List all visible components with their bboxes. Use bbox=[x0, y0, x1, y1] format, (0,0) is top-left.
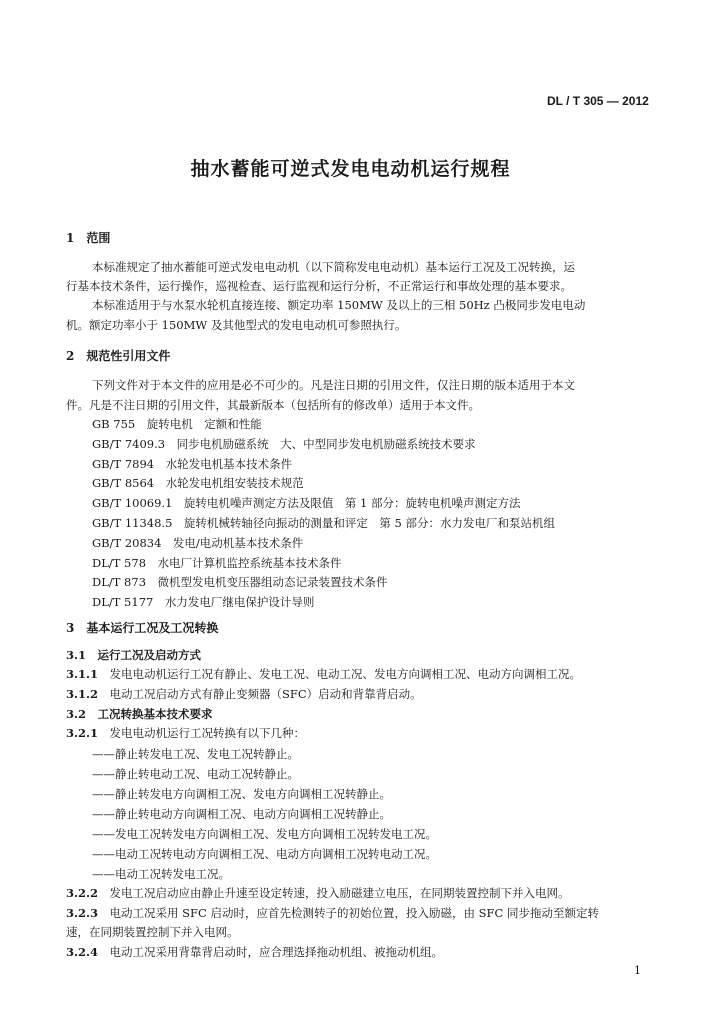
subsection-title: 工况转换基本技术要求 bbox=[97, 707, 213, 721]
section-title: 规范性引用文件 bbox=[86, 349, 171, 363]
clause-number: 3.2.3 bbox=[66, 906, 99, 920]
dash-item: ——发电工况转发电方向调相工况、发电方向调相工况转发电工况。 bbox=[92, 827, 437, 841]
reference-item: GB/T 7409.3 同步电机励磁系统 大、中型同步发电机励磁系统技术要求 bbox=[92, 436, 476, 451]
section-number: 3 bbox=[66, 621, 75, 635]
clause-number: 3.2.1 bbox=[66, 726, 99, 740]
clause-3-1-1 bbox=[66, 666, 581, 682]
dash-item: ——电动工况转发电工况。 bbox=[92, 867, 230, 881]
reference-item: GB 755 旋转电机 定额和性能 bbox=[92, 417, 262, 431]
section-number: 2 bbox=[66, 349, 75, 363]
reference-item: GB/T 8564 水轮发电机组安装技术规范 bbox=[92, 476, 304, 491]
dash-item: ——静止转电动方向调相工况、电动方向调相工况转静止。 bbox=[92, 807, 391, 821]
clause-number: 3.1.1 bbox=[66, 667, 99, 681]
dash-list bbox=[92, 744, 437, 884]
subsection-3-1-heading bbox=[66, 647, 201, 663]
clause-text: 电动工况采用 SFC 启动时，应首先检测转子的初始位置，投入励磁，由 SFC 同步拖动至额定转 bbox=[109, 906, 599, 920]
page-number: 1 bbox=[634, 964, 641, 977]
paragraph-line: 行基本技术条件，运行操作，巡视检查、运行监视和运行分析，不正常运行和事故处理的基本要求。 bbox=[66, 279, 572, 293]
clause-3-2-2 bbox=[66, 885, 570, 901]
clause-3-2-1 bbox=[66, 725, 305, 741]
subsection-number: 3.1 bbox=[66, 648, 87, 662]
clause-3-2-3 bbox=[66, 905, 599, 921]
section-title: 基本运行工况及工况转换 bbox=[86, 621, 219, 635]
paragraph-line: 下列文件对于本文件的应用是必不可少的。凡是注日期的引用文件，仅注日期的版本适用于本文 bbox=[92, 378, 575, 392]
reference-item: DL/T 5177 水力发电厂继电保护设计导则 bbox=[92, 595, 315, 610]
clause-3-1-2 bbox=[66, 686, 422, 702]
section-2-heading bbox=[66, 347, 170, 364]
reference-item: DL/T 578 水电厂计算机监控系统基本技术条件 bbox=[92, 555, 342, 570]
clause-text: 发电电动机运行工况有静止、发电工况、电动工况、发电方向调相工况、电动方向调相工况。 bbox=[109, 667, 582, 681]
reference-item: DL/T 873 微机型发电机变压器组动态记录装置技术条件 bbox=[92, 575, 388, 590]
subsection-number: 3.2 bbox=[66, 707, 87, 721]
reference-item: GB/T 20834 发电/电动机基本技术条件 bbox=[92, 535, 304, 550]
clause-text: 电动工况启动方式有静止变频器（SFC）启动和背靠背启动。 bbox=[109, 687, 422, 701]
clause-3-2-4 bbox=[66, 944, 443, 960]
dash-item: ——静止转发电方向调相工况、发电方向调相工况转静止。 bbox=[92, 787, 391, 801]
dash-item: ——电动工况转电动方向调相工况、电动方向调相工况转电动工况。 bbox=[92, 847, 437, 861]
paragraph-line: 本标准规定了抽水蓄能可逆式发电电动机（以下简称发电电动机）基本运行工况及工况转换，运 bbox=[92, 260, 575, 274]
reference-list bbox=[92, 415, 555, 613]
clause-number: 3.2.2 bbox=[66, 886, 99, 900]
paragraph-line: 本标准适用于与水泵水轮机直接连接、额定功率 150MW 及以上的三相 50Hz 凸极同步发电电动 bbox=[92, 298, 586, 312]
document-title: 抽水蓄能可逆式发电电动机运行规程 bbox=[190, 158, 511, 180]
paragraph-line: 机。额定功率小于 150MW 及其他型式的发电电动机可参照执行。 bbox=[66, 318, 407, 332]
reference-item: GB/T 11348.5 旋转机械转轴径向振动的测量和评定 第 5 部分：水力发电厂和泵站机组 bbox=[92, 515, 556, 530]
subsection-title: 运行工况及启动方式 bbox=[97, 648, 202, 662]
paragraph-line: 件。凡是不注日期的引用文件，其最新版本（包括所有的修改单）适用于本文件。 bbox=[66, 398, 480, 412]
clause-text: 发电电动机运行工况转换有以下几种： bbox=[109, 726, 306, 740]
dash-item: ——静止转电动工况、电动工况转静止。 bbox=[92, 767, 299, 781]
dash-item: ——静止转发电工况、发电工况转静止。 bbox=[92, 747, 299, 761]
subsection-3-2-heading bbox=[66, 706, 213, 722]
section-3-heading bbox=[66, 619, 218, 636]
document-code: DL / T 305 — 2012 bbox=[547, 94, 649, 108]
clause-number: 3.1.2 bbox=[66, 687, 99, 701]
reference-item: GB/T 10069.1 旋转电机噪声测定方法及限值 第 1 部分：旋转电机噪声测定方法 bbox=[92, 496, 521, 511]
clause-text: 发电工况启动应由静止升速至设定转速，投入励磁建立电压，在同期装置控制下并入电网。 bbox=[109, 886, 570, 900]
section-number: 1 bbox=[66, 231, 75, 245]
section-title: 范围 bbox=[86, 231, 111, 245]
clause-number: 3.2.4 bbox=[66, 945, 99, 959]
clause-text: 电动工况采用背靠背启动时，应合理选择拖动机组、被拖动机组。 bbox=[109, 945, 444, 959]
reference-item: GB/T 7894 水轮发电机基本技术条件 bbox=[92, 456, 293, 471]
paragraph-line: 速，在同期装置控制下并入电网。 bbox=[66, 925, 239, 939]
section-1-heading bbox=[66, 229, 110, 246]
